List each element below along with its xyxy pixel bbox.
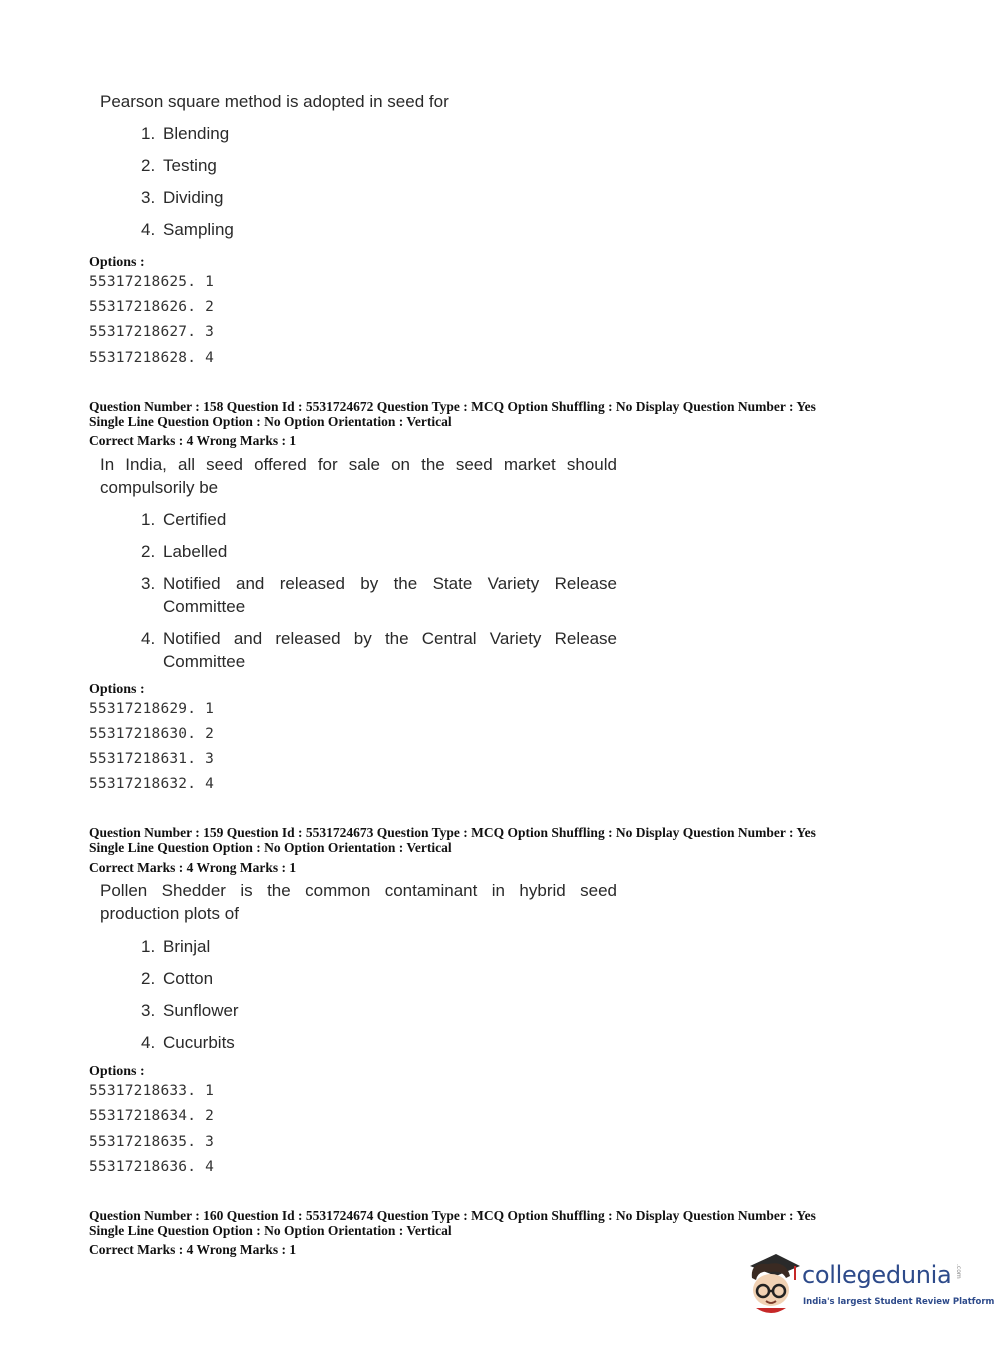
choice-number: 4. — [141, 629, 156, 648]
question-157-choice-4 — [141, 218, 617, 241]
option-line: 55317218634. 2 — [89, 1108, 215, 1124]
option-line: 55317218636. 4 — [89, 1159, 215, 1175]
option-line: 55317218625. 1 — [89, 274, 215, 290]
choice-text: Cucurbits — [163, 1033, 235, 1052]
option-line: 55317218626. 2 — [89, 299, 215, 315]
question-160-meta-line-1: Question Number : 160 Question Id : 5531724674 Question Type : MCQ Option Shuffling : No Display Question Number : Yes — [89, 1208, 816, 1223]
question-159-choice-1 — [141, 935, 617, 958]
question-158-meta-line-2: Single Line Question Option : No Option Orientation : Vertical — [89, 414, 452, 429]
choice-text: Labelled — [163, 542, 228, 561]
choice-number: 1. — [141, 937, 156, 956]
choice-text: Notified and released by the Central Variety Release Committee — [163, 629, 617, 671]
choice-number: 3. — [141, 574, 156, 593]
choice-number: 2. — [141, 156, 156, 175]
question-157-text: Pearson square method is adopted in seed for — [100, 92, 449, 111]
choice-number: 3. — [141, 188, 156, 207]
choice-text: Certified — [163, 510, 227, 529]
choice-text: Dividing — [163, 188, 224, 207]
question-160-marks: Correct Marks : 4 Wrong Marks : 1 — [89, 1242, 297, 1257]
question-158-marks: Correct Marks : 4 Wrong Marks : 1 — [89, 433, 297, 448]
student-mascot-icon — [742, 1248, 804, 1318]
option-line: 55317218629. 1 — [89, 701, 215, 717]
choice-text: Sunflower — [163, 1001, 239, 1020]
question-158-meta-line-1: Question Number : 158 Question Id : 5531724672 Question Type : MCQ Option Shuffling : No Display Question Number : Yes — [89, 399, 816, 414]
choice-number: 4. — [141, 220, 156, 239]
options-heading: Options : — [89, 1064, 145, 1079]
question-158-choice-2 — [141, 540, 617, 563]
logo-com-suffix: .com — [955, 1264, 962, 1279]
choice-number: 3. — [141, 1001, 156, 1020]
question-157-choice-2 — [141, 154, 617, 177]
question-159-meta-line-1: Question Number : 159 Question Id : 5531724673 Question Type : MCQ Option Shuffling : No Display Question Number : Yes — [89, 825, 816, 840]
logo-tagline: India's largest Student Review Platform — [803, 1297, 995, 1307]
option-line: 55317218627. 3 — [89, 324, 215, 340]
choice-text: Sampling — [163, 220, 234, 239]
question-160-meta-line-2: Single Line Question Option : No Option Orientation : Vertical — [89, 1223, 452, 1238]
question-159-marks: Correct Marks : 4 Wrong Marks : 1 — [89, 860, 297, 875]
options-heading: Options : — [89, 255, 145, 270]
option-line: 55317218631. 3 — [89, 751, 215, 767]
choice-number: 1. — [141, 510, 156, 529]
question-159-text: Pollen Shedder is the common contaminant in hybrid seed production plots of — [100, 881, 617, 923]
choice-number: 2. — [141, 542, 156, 561]
option-line: 55317218628. 4 — [89, 350, 215, 366]
option-line: 55317218635. 3 — [89, 1134, 215, 1150]
question-159-meta-line-2: Single Line Question Option : No Option Orientation : Vertical — [89, 840, 452, 855]
question-158-text: In India, all seed offered for sale on the seed market should compulsorily be — [100, 455, 617, 497]
question-158-choice-1 — [141, 508, 617, 531]
option-line: 55317218633. 1 — [89, 1083, 215, 1099]
choice-text: Notified and released by the State Variety Release Committee — [163, 574, 617, 616]
option-line: 55317218630. 2 — [89, 726, 215, 742]
choice-text: Brinjal — [163, 937, 211, 956]
choice-text: Testing — [163, 156, 217, 175]
choice-number: 2. — [141, 969, 156, 988]
choice-text: Cotton — [163, 969, 214, 988]
choice-number: 1. — [141, 124, 156, 143]
options-heading: Options : — [89, 682, 145, 697]
choice-number: 4. — [141, 1033, 156, 1052]
logo-brand-name: collegedunia — [802, 1261, 952, 1289]
question-157-choice-3 — [141, 186, 617, 209]
choice-text: Blending — [163, 124, 230, 143]
option-line: 55317218632. 4 — [89, 776, 215, 792]
question-159-choice-3 — [141, 999, 617, 1022]
question-159-choice-2 — [141, 967, 617, 990]
question-159-choice-4 — [141, 1031, 617, 1054]
question-158-choice-4 — [141, 627, 617, 673]
question-158-choice-3 — [141, 572, 617, 618]
collegedunia-logo — [742, 1248, 995, 1318]
question-157-choice-1 — [141, 122, 617, 145]
